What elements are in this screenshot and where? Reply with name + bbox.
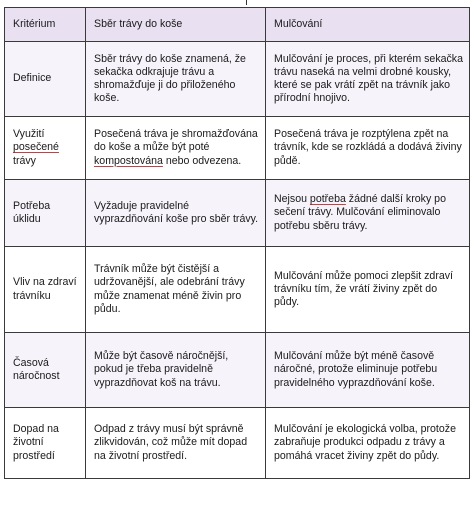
collection-cell: Sběr trávy do koše znamená, že sekačka odkrajuje trávu a shromažďuje ji do přiloženého koše. [86,42,266,117]
collection-text: nebo odvezena. [162,154,242,167]
mulching-cell: Mulčování je proces, při kterém sekačka trávu naseká na velmi drobné kousky, které se pak vrátí zpět na trávník jako přírodní hnojivo. [266,42,470,117]
collection-cell: Může být časově náročnější, pokud je třeba pravidelně vyprazdňovat koš na trávu. [86,333,266,408]
table-header [5,8,470,42]
comparison-table [4,7,470,479]
mulching-cell: Mulčování je ekologická volba, protože zabraňuje produkci odpadu z trávy a pomáhá vracet živiny zpět do půdy. [266,408,470,479]
mulching-cell [266,180,470,247]
collection-cell: Vyžaduje pravidelné vyprazdňování koše pro sběr trávy. [86,180,266,247]
criterion-cell: Potřeba úklidu [5,180,86,247]
header-row [5,8,470,42]
spellcheck-word: kompostována [94,154,163,167]
header-criterion: Kritérium [5,8,86,42]
mulching-cell: Mulčování může být méně časově náročné, protože eliminuje potřebu pravidelného vyprazdňování koše. [266,333,470,408]
criterion-text: trávy [13,154,36,167]
criterion-text: Využití [13,128,45,141]
criterion-cell: Vliv na zdraví trávníku [5,247,86,333]
header-mulching: Mulčování [266,8,470,42]
table-row [5,333,470,408]
table-row [5,247,470,333]
collection-cell [86,117,266,180]
collection-cell: Odpad z trávy musí být správně zlikvidován, což může mít dopad na životní prostředí. [86,408,266,479]
table-row [5,42,470,117]
header-collection: Sběr trávy do koše [86,8,266,42]
cropped-top-edge [0,0,474,6]
comparison-table-container [4,7,469,479]
table-body [5,42,470,479]
spellcheck-word: posečené [13,141,59,154]
mulching-text: žádné další kroky po sečení trávy. Mulčování eliminovalo potřebu sběru trávy. [274,193,446,232]
criterion-cell [5,117,86,180]
cropped-text-fragment [246,0,247,5]
criterion-cell: Dopad na životní prostředí [5,408,86,479]
collection-text: Posečená tráva je shromažďována do koše a může být poté [94,128,258,154]
table-row [5,117,470,180]
criterion-cell: Definice [5,42,86,117]
table-row [5,408,470,479]
mulching-cell: Mulčování může pomoci zlepšit zdraví trávníku tím, že vrátí živiny zpět do půdy. [266,247,470,333]
criterion-cell: Časová náročnost [5,333,86,408]
mulching-text: Nejsou [274,193,310,206]
collection-cell: Trávník může být čistější a udržovanější, ale odebrání trávy může znamenat méně živin pro půdu. [86,247,266,333]
table-row [5,180,470,247]
spellcheck-word: potřeba [309,193,346,206]
mulching-cell: Posečená tráva je rozptýlena zpět na trávník, kde se rozkládá a dodává živiny půdě. [266,117,470,180]
